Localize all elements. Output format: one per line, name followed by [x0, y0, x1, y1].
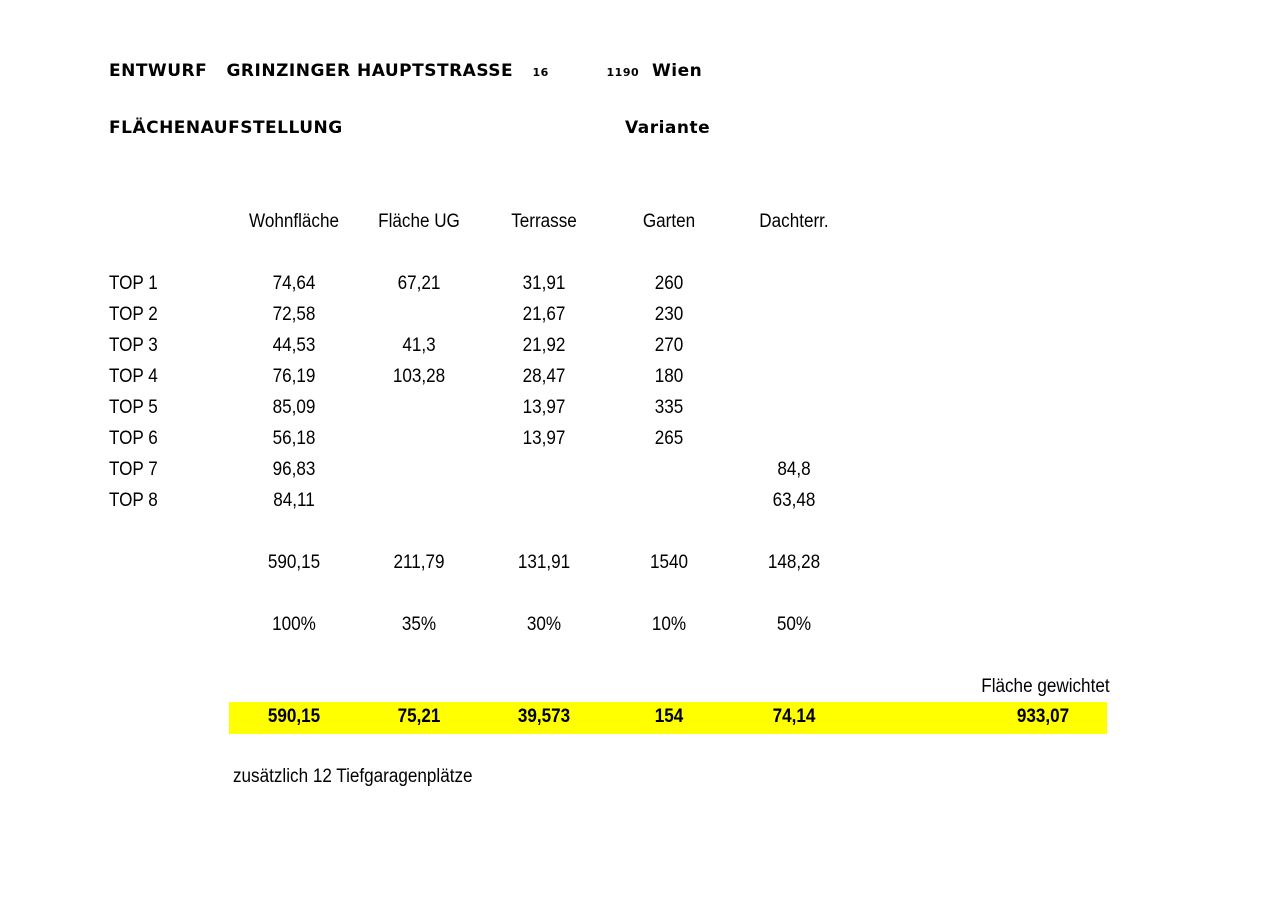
table-cell: 28,47 [522, 366, 566, 387]
subtitle: FLÄCHENAUFSTELLUNG [109, 118, 343, 138]
weighted-total: 933,07 [1016, 706, 1070, 727]
weight-cell: 35% [401, 614, 437, 635]
row-label: TOP 5 [109, 397, 158, 418]
column-header-dachterrasse: Dachterr. [759, 211, 829, 232]
table-cell: 41,3 [402, 335, 436, 356]
weighted-cell: 590,15 [267, 706, 321, 727]
row-label: TOP 1 [109, 273, 158, 294]
title-entwurf: ENTWURF [109, 61, 208, 81]
weight-cell: 50% [776, 614, 812, 635]
table-cell: 84,8 [777, 459, 811, 480]
weighted-cell: 75,21 [397, 706, 441, 727]
weight-cell: 100% [272, 614, 316, 635]
table-cell: 84,11 [273, 490, 315, 511]
sum-cell: 590,15 [267, 552, 321, 573]
sum-cell: 211,79 [393, 552, 445, 573]
column-header-garten: Garten [642, 211, 696, 232]
column-header-wohnflaeche: Wohnfläche [249, 211, 339, 232]
table-cell: 85,09 [272, 397, 316, 418]
title-city: Wien [652, 61, 703, 81]
table-cell: 265 [654, 428, 684, 449]
column-header-flaeche-ug: Fläche UG [378, 211, 460, 232]
table-cell: 260 [654, 273, 684, 294]
title-house-number: 16 [532, 66, 549, 79]
table-cell: 67,21 [397, 273, 441, 294]
row-label: TOP 6 [109, 428, 158, 449]
table-cell: 13,97 [522, 397, 566, 418]
table-cell: 76,19 [272, 366, 316, 387]
column-header-terrasse: Terrasse [511, 211, 577, 232]
table-cell: 13,97 [522, 428, 566, 449]
weighted-cell: 74,14 [772, 706, 816, 727]
table-cell: 44,53 [272, 335, 316, 356]
title-line [109, 61, 702, 81]
table-cell: 335 [654, 397, 684, 418]
footnote: zusätzlich 12 Tiefgaragenplätze [233, 766, 473, 787]
title-postal-code: 1190 [606, 66, 640, 79]
table-cell: 74,64 [272, 273, 316, 294]
title-street: GRINZINGER HAUPTSTRASSE [226, 61, 514, 81]
table-cell: 96,83 [272, 459, 316, 480]
table-cell: 21,67 [522, 304, 566, 325]
variant-label: Variante [625, 118, 711, 138]
row-label: TOP 8 [109, 490, 158, 511]
weighted-area-label: Fläche gewichtet [981, 676, 1110, 697]
row-label: TOP 4 [109, 366, 158, 387]
table-cell: 63,48 [772, 490, 816, 511]
table-cell: 21,92 [522, 335, 566, 356]
table-cell: 103,28 [392, 366, 446, 387]
sum-cell: 1540 [649, 552, 689, 573]
weight-cell: 30% [526, 614, 562, 635]
table-cell: 31,91 [522, 273, 566, 294]
weighted-cell: 39,573 [517, 706, 571, 727]
table-cell: 72,58 [272, 304, 316, 325]
table-cell: 230 [654, 304, 684, 325]
weighted-cell: 154 [654, 706, 684, 727]
weight-cell: 10% [651, 614, 687, 635]
table-cell: 56,18 [272, 428, 316, 449]
table-cell: 270 [654, 335, 684, 356]
row-label: TOP 7 [109, 459, 158, 480]
row-label: TOP 3 [109, 335, 158, 356]
row-label: TOP 2 [109, 304, 158, 325]
table-cell: 180 [654, 366, 684, 387]
sum-cell: 131,91 [517, 552, 571, 573]
sum-cell: 148,28 [767, 552, 821, 573]
